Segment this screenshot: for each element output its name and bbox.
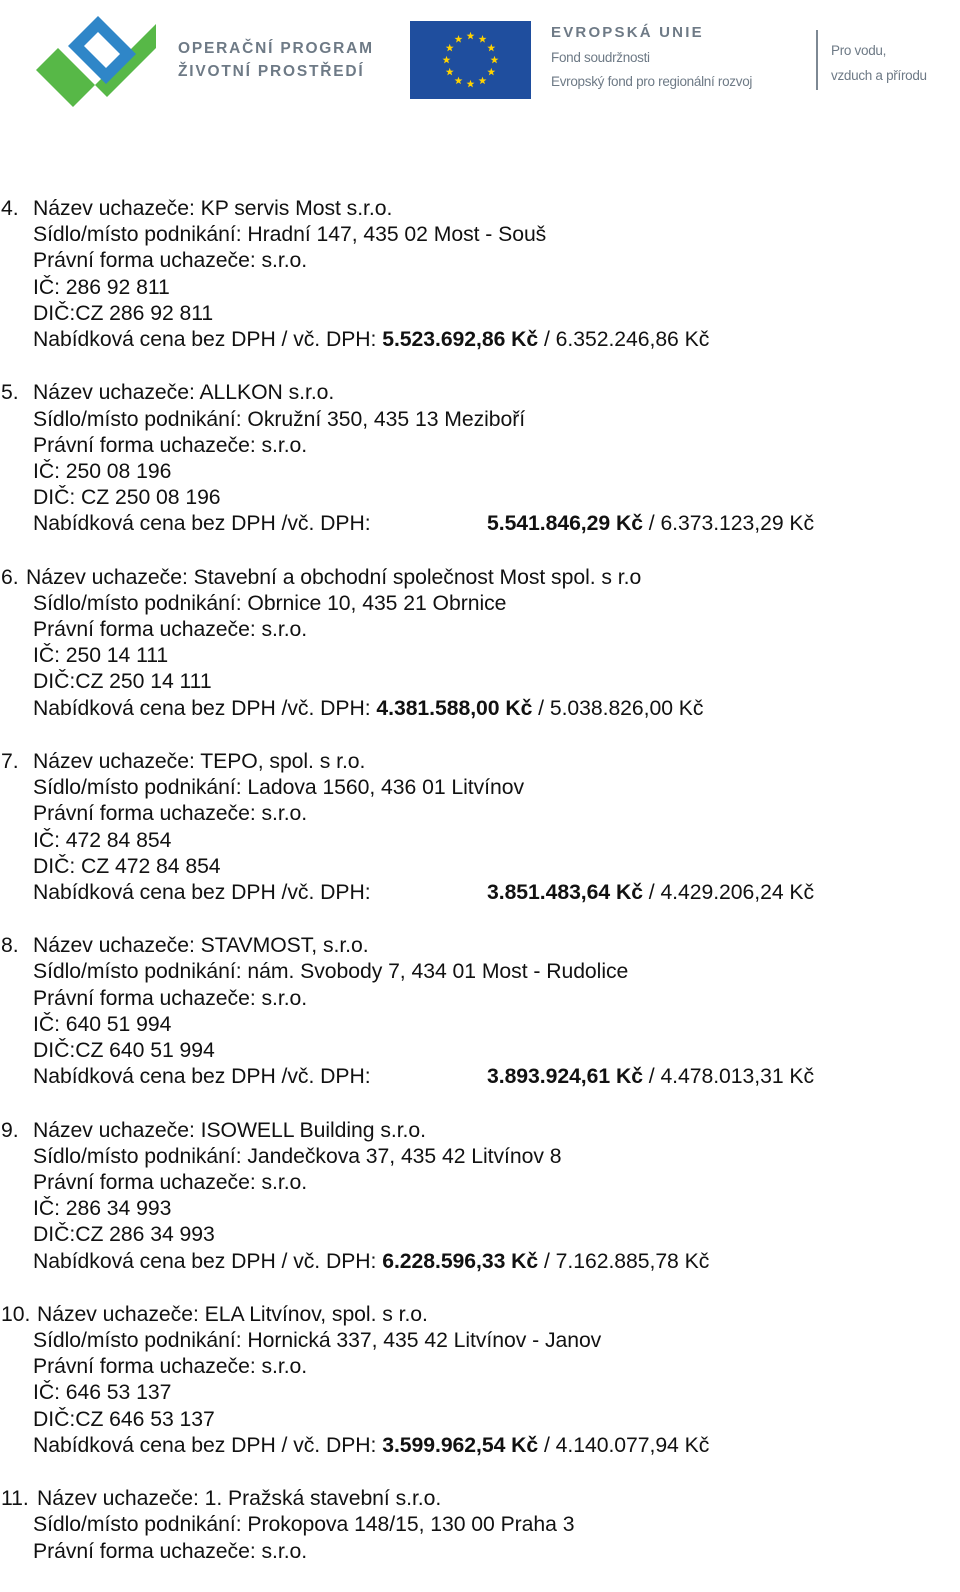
price-label: Nabídková cena bez DPH / vč. DPH: bbox=[33, 327, 383, 351]
bidder-list bbox=[0, 196, 960, 1592]
ic-line bbox=[0, 1380, 960, 1406]
dic-label: DIČ: bbox=[33, 486, 82, 510]
bidder-name: TEPO, spol. s r.o. bbox=[200, 749, 366, 773]
price-gross: 7.162.885,78 Kč bbox=[555, 1249, 710, 1273]
name-label: Název uchazeče: bbox=[33, 1118, 201, 1142]
price-line bbox=[0, 880, 960, 906]
legal-form-value: s.r.o. bbox=[261, 1539, 308, 1563]
dic-label: DIČ: bbox=[33, 1407, 76, 1431]
dic-value: CZ 646 53 137 bbox=[75, 1407, 215, 1431]
legal-form-value: s.r.o. bbox=[261, 1355, 308, 1379]
opzp-line-1: OPERAČNÍ PROGRAM bbox=[178, 40, 374, 57]
seat-line bbox=[0, 591, 960, 617]
eu-regional-fund: Evropský fond pro regionální rozvoj bbox=[551, 74, 753, 89]
legal-form-line bbox=[0, 248, 960, 274]
dic-line bbox=[0, 1407, 960, 1433]
bidder-entry bbox=[0, 749, 960, 906]
price-line bbox=[0, 511, 960, 537]
bidder-entry bbox=[0, 1486, 960, 1565]
bidder-name: 1. Pražská stavební s.r.o. bbox=[204, 1487, 442, 1511]
ic-line bbox=[0, 1196, 960, 1222]
price-gross: 6.352.246,86 Kč bbox=[555, 327, 710, 351]
seat-line bbox=[0, 1512, 960, 1538]
name-label: Název uchazeče: bbox=[33, 749, 201, 773]
bidder-name: ELA Litvínov, spol. s r.o. bbox=[204, 1302, 428, 1326]
bidder-entry bbox=[0, 933, 960, 1090]
opzp-program-name bbox=[178, 37, 374, 83]
ic-label: IČ: bbox=[33, 459, 66, 483]
legal-form-line bbox=[0, 986, 960, 1012]
seat-value: Ladova 1560, 436 01 Litvínov bbox=[247, 776, 525, 800]
bidder-name: STAVMOST, s.r.o. bbox=[200, 934, 369, 958]
price-separator: / bbox=[642, 1065, 661, 1089]
dic-line bbox=[0, 1222, 960, 1248]
name-label: Název uchazeče: bbox=[37, 1302, 205, 1326]
name-label: Název uchazeče: bbox=[37, 1487, 205, 1511]
bidder-name-line bbox=[0, 1302, 960, 1328]
ic-label: IČ: bbox=[33, 1381, 66, 1405]
seat-label: Sídlo/místo podnikání: bbox=[33, 1513, 248, 1537]
bidder-name-line bbox=[0, 196, 960, 222]
bidder-number: 9. bbox=[1, 1118, 19, 1142]
bidder-number: 6. bbox=[1, 565, 19, 589]
dic-label: DIČ: bbox=[33, 1039, 76, 1062]
legal-form-label: Právní forma uchazeče: bbox=[33, 249, 262, 273]
opzp-line-2: ŽIVOTNÍ PROSTŘEDÍ bbox=[178, 63, 365, 80]
bidder-name: ALLKON s.r.o. bbox=[199, 381, 335, 405]
price-separator: / bbox=[538, 1433, 556, 1457]
seat-line bbox=[0, 1328, 960, 1354]
dic-label: DIČ: bbox=[33, 854, 82, 878]
price-separator: / bbox=[538, 327, 556, 351]
bidder-name-line bbox=[0, 1118, 960, 1144]
legal-form-value: s.r.o. bbox=[261, 433, 308, 457]
legal-form-value: s.r.o. bbox=[261, 249, 308, 273]
dic-label: DIČ: bbox=[33, 301, 76, 325]
eu-flag-icon bbox=[410, 21, 531, 99]
ic-label: IČ: bbox=[33, 1197, 66, 1221]
bidder-name-line bbox=[0, 380, 960, 406]
eu-title: EVROPSKÁ UNIE bbox=[551, 24, 704, 41]
dic-value: CZ 640 51 994 bbox=[75, 1039, 215, 1062]
dic-line bbox=[0, 669, 960, 695]
bidder-name-line bbox=[0, 933, 960, 959]
dic-line bbox=[0, 301, 960, 327]
price-label: Nabídková cena bez DPH /vč. DPH: bbox=[33, 512, 371, 536]
legal-form-value: s.r.o. bbox=[261, 618, 308, 641]
price-gross: 4.478.013,31 Kč bbox=[660, 1065, 815, 1089]
bidder-number: 7. bbox=[1, 749, 19, 773]
bidder-number: 4. bbox=[1, 197, 19, 220]
ic-label: IČ: bbox=[33, 828, 66, 852]
price-label: Nabídková cena bez DPH / vč. DPH: bbox=[33, 1249, 383, 1273]
price-net: 4.381.588,00 Kč bbox=[376, 696, 533, 720]
legal-form-label: Právní forma uchazeče: bbox=[33, 1170, 262, 1194]
bidder-entry bbox=[0, 380, 960, 537]
bidder-entry bbox=[0, 1118, 960, 1275]
price-line bbox=[0, 1433, 960, 1459]
seat-label: Sídlo/místo podnikání: bbox=[33, 1144, 248, 1168]
seat-label: Sídlo/místo podnikání: bbox=[33, 960, 248, 984]
seat-label: Sídlo/místo podnikání: bbox=[33, 591, 248, 615]
ic-label: IČ: bbox=[33, 1012, 66, 1036]
seat-line bbox=[0, 1144, 960, 1170]
bidder-number: 10. bbox=[1, 1302, 31, 1326]
eu-cohesion-fund: Fond soudržnosti bbox=[551, 50, 650, 65]
name-label: Název uchazeče: bbox=[33, 197, 201, 220]
legal-form-label: Právní forma uchazeče: bbox=[33, 1355, 262, 1379]
price-line bbox=[0, 1064, 960, 1090]
dic-value: CZ 250 14 111 bbox=[75, 670, 212, 694]
seat-value: Hornická 337, 435 42 Litvínov - Janov bbox=[247, 1329, 602, 1353]
ic-value: 286 92 811 bbox=[65, 275, 170, 299]
ic-value: 646 53 137 bbox=[65, 1381, 172, 1405]
bidder-entry bbox=[0, 1302, 960, 1459]
price-label: Nabídková cena bez DPH /vč. DPH: bbox=[33, 696, 377, 720]
price-net: 5.523.692,86 Kč bbox=[382, 327, 539, 351]
bidder-number: 11. bbox=[1, 1487, 29, 1511]
legal-form-line bbox=[0, 433, 960, 459]
seat-value: nám. Svobody 7, 434 01 Most - Rudolice bbox=[247, 960, 629, 984]
legal-form-line bbox=[0, 1539, 960, 1565]
dic-line bbox=[0, 485, 960, 511]
price-separator: / bbox=[538, 1249, 556, 1273]
price-net: 3.893.924,61 Kč bbox=[487, 1065, 643, 1089]
dic-value: CZ 472 84 854 bbox=[81, 854, 221, 878]
price-net: 3.851.483,64 Kč bbox=[487, 880, 643, 904]
price-net: 6.228.596,33 Kč bbox=[382, 1249, 539, 1273]
price-label: Nabídková cena bez DPH / vč. DPH: bbox=[33, 1433, 383, 1457]
price-label: Nabídková cena bez DPH /vč. DPH: bbox=[33, 1065, 371, 1089]
legal-form-value: s.r.o. bbox=[261, 986, 308, 1010]
ic-value: 286 34 993 bbox=[65, 1197, 172, 1221]
legal-form-label: Právní forma uchazeče: bbox=[33, 433, 262, 457]
ic-line bbox=[0, 828, 960, 854]
seat-line bbox=[0, 222, 960, 248]
seat-label: Sídlo/místo podnikání: bbox=[33, 776, 248, 800]
price-gross: 5.038.826,00 Kč bbox=[549, 696, 704, 720]
dic-line bbox=[0, 854, 960, 880]
motto-line-1: Pro vodu, bbox=[831, 43, 887, 58]
seat-value: Hradní 147, 435 02 Most - Souš bbox=[247, 223, 547, 247]
price-net: 5.541.846,29 Kč bbox=[487, 512, 643, 536]
bidder-name: KP servis Most s.r.o. bbox=[200, 197, 393, 220]
name-label: Název uchazeče: bbox=[33, 381, 200, 405]
price-line bbox=[0, 696, 960, 722]
legal-form-line bbox=[0, 617, 960, 643]
bidder-entry bbox=[0, 565, 960, 722]
bidder-number: 5. bbox=[1, 381, 19, 405]
price-separator: / bbox=[642, 880, 661, 904]
price-line bbox=[0, 327, 960, 353]
price-gross: 4.429.206,24 Kč bbox=[660, 880, 815, 904]
seat-label: Sídlo/místo podnikání: bbox=[33, 407, 248, 431]
dic-value: CZ 250 08 196 bbox=[81, 486, 221, 510]
opzp-logo-icon bbox=[32, 10, 160, 110]
dic-value: CZ 286 92 811 bbox=[75, 301, 214, 325]
bidder-name-line bbox=[0, 1486, 960, 1512]
legal-form-line bbox=[0, 801, 960, 827]
ic-line bbox=[0, 459, 960, 485]
name-label: Název uchazeče: bbox=[33, 934, 201, 958]
price-separator: / bbox=[642, 512, 661, 536]
price-label: Nabídková cena bez DPH /vč. DPH: bbox=[33, 880, 371, 904]
bidder-name: Stavební a obchodní společnost Most spol. s r.o bbox=[193, 565, 642, 589]
seat-value: Okružní 350, 435 13 Meziboří bbox=[247, 407, 526, 431]
dic-value: CZ 286 34 993 bbox=[75, 1223, 215, 1247]
ic-value: 250 08 196 bbox=[65, 459, 172, 483]
legal-form-label: Právní forma uchazeče: bbox=[33, 986, 262, 1010]
seat-label: Sídlo/místo podnikání: bbox=[33, 1329, 248, 1353]
price-separator: / bbox=[532, 696, 550, 720]
motto bbox=[831, 38, 927, 88]
seat-value: Jandečkova 37, 435 42 Litvínov 8 bbox=[247, 1144, 562, 1168]
ic-line bbox=[0, 275, 960, 301]
bidder-name-line bbox=[0, 565, 960, 591]
legal-form-value: s.r.o. bbox=[261, 802, 308, 826]
seat-label: Sídlo/místo podnikání: bbox=[33, 223, 248, 247]
page-header bbox=[0, 0, 960, 120]
seat-line bbox=[0, 959, 960, 985]
price-net: 3.599.962,54 Kč bbox=[382, 1433, 539, 1457]
seat-value: Obrnice 10, 435 21 Obrnice bbox=[247, 591, 507, 615]
price-gross: 6.373.123,29 Kč bbox=[660, 512, 815, 536]
ic-label: IČ: bbox=[33, 275, 66, 299]
legal-form-line bbox=[0, 1354, 960, 1380]
legal-form-label: Právní forma uchazeče: bbox=[33, 618, 262, 641]
legal-form-value: s.r.o. bbox=[261, 1170, 308, 1194]
eu-funds-text bbox=[551, 24, 752, 94]
price-line bbox=[0, 1249, 960, 1275]
seat-value: Prokopova 148/15, 130 00 Praha 3 bbox=[247, 1513, 575, 1537]
price-gross: 4.140.077,94 Kč bbox=[555, 1433, 710, 1457]
ic-line bbox=[0, 643, 960, 669]
ic-line bbox=[0, 1012, 960, 1038]
ic-value: 640 51 994 bbox=[65, 1012, 172, 1036]
header-divider bbox=[816, 30, 818, 90]
ic-label: IČ: bbox=[33, 644, 66, 668]
bidder-name: ISOWELL Building s.r.o. bbox=[200, 1118, 426, 1142]
seat-line bbox=[0, 775, 960, 801]
legal-form-label: Právní forma uchazeče: bbox=[33, 1539, 262, 1563]
dic-label: DIČ: bbox=[33, 670, 76, 694]
bidder-number: 8. bbox=[1, 934, 19, 958]
name-label: Název uchazeče: bbox=[26, 565, 194, 589]
bidder-name-line bbox=[0, 749, 960, 775]
dic-line bbox=[0, 1038, 960, 1064]
bidder-entry bbox=[0, 196, 960, 353]
legal-form-label: Právní forma uchazeče: bbox=[33, 802, 262, 826]
legal-form-line bbox=[0, 1170, 960, 1196]
motto-line-2: vzduch a přírodu bbox=[831, 68, 927, 83]
seat-line bbox=[0, 407, 960, 433]
ic-value: 250 14 111 bbox=[65, 644, 169, 668]
ic-value: 472 84 854 bbox=[65, 828, 172, 852]
dic-label: DIČ: bbox=[33, 1223, 76, 1247]
